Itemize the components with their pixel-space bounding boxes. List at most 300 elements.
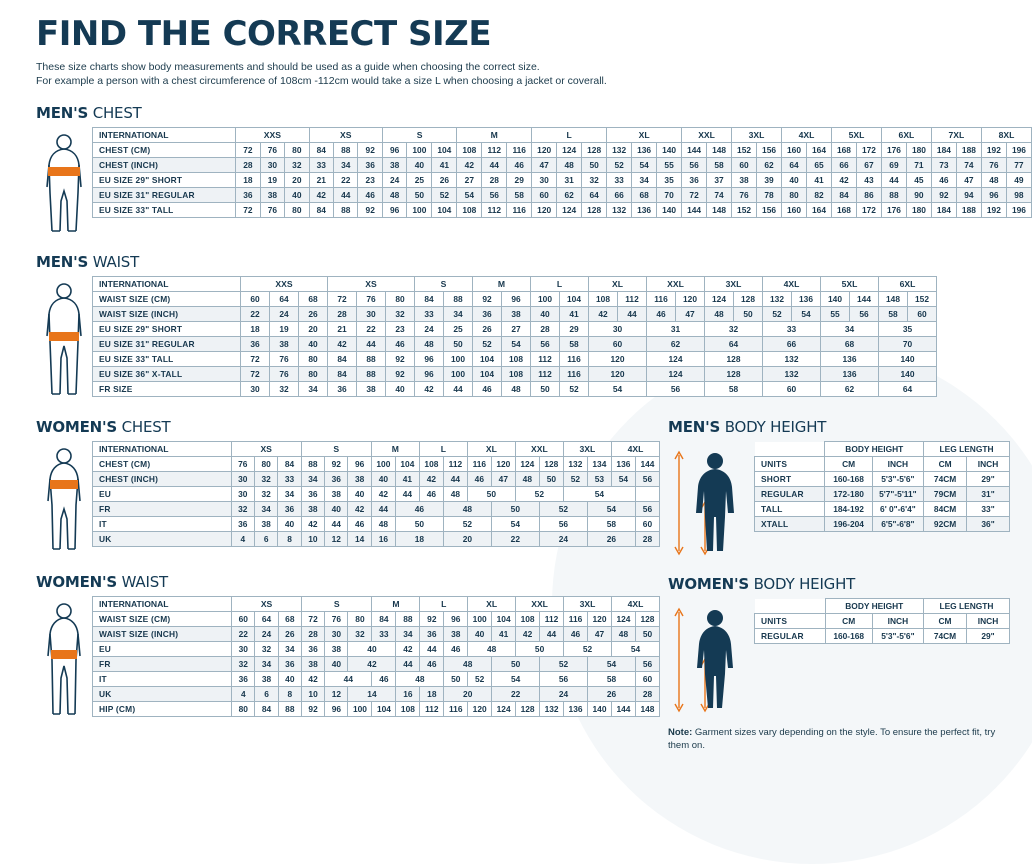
data-cell: 136 xyxy=(632,203,657,218)
data-cell: 196 xyxy=(1006,203,1031,218)
heading-bold: MEN'S xyxy=(36,253,89,271)
data-cell: 100 xyxy=(407,143,432,158)
data-cell: 92 xyxy=(386,367,415,382)
data-cell: 96 xyxy=(382,203,406,218)
heading-bold: WOMEN'S xyxy=(668,575,750,593)
data-cell: 100 xyxy=(444,367,473,382)
data-cell: 90 xyxy=(906,188,931,203)
data-cell: 50 xyxy=(491,502,539,517)
table-head xyxy=(755,442,1010,472)
data-cell: 96 xyxy=(981,188,1006,203)
data-cell: 140 xyxy=(821,292,850,307)
data-cell: 128 xyxy=(635,612,659,627)
data-cell: 96 xyxy=(415,352,444,367)
data-cell: 96 xyxy=(348,457,371,472)
data-cell: 192 xyxy=(981,203,1006,218)
group-header-cell: LEG LENGTH xyxy=(923,599,1009,614)
data-cell: 44 xyxy=(395,487,419,502)
size-header-cell: L xyxy=(420,597,468,612)
sub-header-cell: UNITS xyxy=(755,457,825,472)
data-cell: 144 xyxy=(611,702,635,717)
size-header-cell: XXS xyxy=(236,128,309,143)
data-cell: 42 xyxy=(301,517,324,532)
data-cell: 50 xyxy=(395,517,443,532)
data-cell: 26 xyxy=(587,532,635,547)
data-cell: 112 xyxy=(618,292,647,307)
data-cell: 112 xyxy=(540,612,564,627)
mens-chest-table-wrap xyxy=(92,127,1032,218)
row-label: EU xyxy=(93,487,232,502)
data-cell: 54 xyxy=(587,502,635,517)
data-cell: 136 xyxy=(564,702,588,717)
table-body xyxy=(93,612,660,717)
data-cell: 80 xyxy=(386,292,415,307)
sub-header-cell: CM xyxy=(825,614,872,629)
data-cell: 44 xyxy=(618,307,647,322)
data-cell: 30 xyxy=(241,382,270,397)
row-label: HIP (CM) xyxy=(93,702,232,717)
data-cell: 46 xyxy=(420,657,444,672)
data-cell: 31 xyxy=(557,173,582,188)
data-cell: 54 xyxy=(491,517,539,532)
data-cell: 44 xyxy=(325,517,348,532)
data-cell: 55 xyxy=(657,158,682,173)
size-header-cell: 7XL xyxy=(931,128,981,143)
data-cell: 84 xyxy=(328,352,357,367)
data-cell: 84 xyxy=(278,457,301,472)
data-cell: 52 xyxy=(563,472,587,487)
sub-header-cell: CM xyxy=(923,614,966,629)
data-cell: 36 xyxy=(301,487,324,502)
data-cell: 72 xyxy=(301,612,324,627)
table-row xyxy=(93,367,937,382)
data-cell: 152 xyxy=(732,203,757,218)
data-cell: 64 xyxy=(582,188,607,203)
data-cell: 42 xyxy=(831,173,856,188)
data-cell: 60 xyxy=(908,307,937,322)
data-cell: 36 xyxy=(358,158,382,173)
row-label: XTALL xyxy=(755,517,825,532)
heading-bold: WOMEN'S xyxy=(36,418,118,436)
row-label: SHORT xyxy=(755,472,825,487)
data-cell: 100 xyxy=(468,612,492,627)
data-cell: 104 xyxy=(432,143,457,158)
data-cell: 132 xyxy=(763,292,792,307)
data-cell: 120 xyxy=(589,352,647,367)
data-cell: 120 xyxy=(589,367,647,382)
data-cell: 92 xyxy=(301,702,324,717)
data-cell: 136 xyxy=(792,292,821,307)
data-cell: 76 xyxy=(981,158,1006,173)
data-cell: 44 xyxy=(325,672,372,687)
data-cell: 16 xyxy=(371,532,395,547)
sub-header-cell: CM xyxy=(924,457,967,472)
data-cell: 41 xyxy=(395,472,419,487)
data-cell: 108 xyxy=(457,203,482,218)
data-cell: 32 xyxy=(705,322,763,337)
data-cell: 88 xyxy=(357,367,386,382)
data-cell: 100 xyxy=(371,457,395,472)
mens-waist-table-wrap xyxy=(92,276,937,397)
data-cell: 74CM xyxy=(923,629,966,644)
size-header-cell: 3XL xyxy=(564,597,612,612)
data-cell: 100 xyxy=(531,292,560,307)
data-cell: 92 xyxy=(420,612,444,627)
data-cell: 50 xyxy=(582,158,607,173)
sub-header-cell: INCH xyxy=(967,614,1010,629)
data-cell: 38 xyxy=(357,382,386,397)
data-cell: 48 xyxy=(611,627,635,642)
data-cell: 38 xyxy=(254,517,277,532)
data-cell: 42 xyxy=(328,337,357,352)
row-label: WAIST SIZE (INCH) xyxy=(93,307,241,322)
data-cell: 92CM xyxy=(924,517,967,532)
size-header-cell: L xyxy=(531,277,589,292)
data-cell: 116 xyxy=(647,292,676,307)
data-cell: 46 xyxy=(467,472,491,487)
data-cell: 50 xyxy=(516,642,564,657)
data-cell: 52 xyxy=(560,382,589,397)
data-cell: 18 xyxy=(395,532,443,547)
mens-body-height-table-wrap xyxy=(754,441,1010,532)
data-cell: 26 xyxy=(278,627,301,642)
data-cell: 136 xyxy=(632,143,657,158)
table-row xyxy=(93,188,1032,203)
data-cell: 22 xyxy=(232,627,255,642)
data-cell: 30 xyxy=(532,173,557,188)
data-cell: 140 xyxy=(879,367,937,382)
data-cell: 12 xyxy=(325,687,348,702)
data-cell xyxy=(635,487,659,502)
table-row xyxy=(93,612,660,627)
row-label: UK xyxy=(93,687,232,702)
data-cell: 42 xyxy=(301,672,324,687)
data-cell: 47 xyxy=(491,472,515,487)
data-cell: 58 xyxy=(560,337,589,352)
row-label: EU SIZE 36" X-TALL xyxy=(93,367,241,382)
data-cell: 22 xyxy=(334,173,358,188)
data-cell: 46 xyxy=(372,672,396,687)
row-label: EU SIZE 33" TALL xyxy=(93,352,241,367)
data-cell: 41 xyxy=(807,173,832,188)
data-cell: 20 xyxy=(443,532,491,547)
data-cell: 28 xyxy=(531,322,560,337)
heading-bold: MEN'S xyxy=(668,418,721,436)
data-cell: 44 xyxy=(444,382,473,397)
sub-header-cell: INCH xyxy=(967,457,1010,472)
table-row xyxy=(93,307,937,322)
data-cell: 25 xyxy=(444,322,473,337)
data-cell: 48 xyxy=(371,517,395,532)
size-header-cell: 3XL xyxy=(705,277,763,292)
size-header-cell: M xyxy=(457,128,532,143)
data-cell: 188 xyxy=(956,203,981,218)
data-cell: 116 xyxy=(507,203,532,218)
data-cell: 33 xyxy=(278,472,301,487)
womens-chest-table xyxy=(92,441,660,547)
data-cell: 156 xyxy=(757,143,782,158)
data-cell: 52 xyxy=(607,158,632,173)
data-cell: 34 xyxy=(444,307,473,322)
size-header-cell: 6XL xyxy=(881,128,931,143)
data-cell: 72 xyxy=(236,143,260,158)
corner-cell xyxy=(755,442,825,457)
data-cell: 73 xyxy=(931,158,956,173)
data-cell: 23 xyxy=(386,322,415,337)
data-cell: 58 xyxy=(507,188,532,203)
data-cell: 58 xyxy=(588,672,636,687)
data-cell: 50 xyxy=(467,487,515,502)
data-cell: 35 xyxy=(879,322,937,337)
data-cell: 52 xyxy=(443,517,491,532)
data-cell: 82 xyxy=(807,188,832,203)
size-header-cell: 3XL xyxy=(732,128,782,143)
data-cell: 104 xyxy=(473,352,502,367)
data-cell: 120 xyxy=(468,702,492,717)
data-cell: 104 xyxy=(432,203,457,218)
data-cell: 56 xyxy=(635,472,659,487)
data-cell: 26 xyxy=(432,173,457,188)
data-cell: 34 xyxy=(334,158,358,173)
data-cell: 88 xyxy=(881,188,906,203)
data-cell: 8 xyxy=(278,532,301,547)
data-cell: 132 xyxy=(607,143,632,158)
data-cell: 62 xyxy=(757,158,782,173)
size-header-cell: M xyxy=(371,442,419,457)
data-cell: 84 xyxy=(328,367,357,382)
data-cell: 36 xyxy=(473,307,502,322)
table-header-label: INTERNATIONAL xyxy=(93,597,232,612)
womens-body-height-table-wrap xyxy=(754,598,1010,644)
data-cell: 136 xyxy=(611,457,635,472)
data-cell: 32 xyxy=(270,382,299,397)
data-cell: 72 xyxy=(241,367,270,382)
data-cell: 88 xyxy=(301,457,324,472)
data-cell: 42 xyxy=(516,627,540,642)
heading-light: WAIST xyxy=(117,573,168,591)
table-row xyxy=(93,337,937,352)
data-cell: 116 xyxy=(467,457,491,472)
size-header-cell: XS xyxy=(231,442,301,457)
data-cell: 36 xyxy=(328,382,357,397)
data-cell: 36 xyxy=(420,627,444,642)
data-cell: 176 xyxy=(881,143,906,158)
data-cell: 72 xyxy=(328,292,357,307)
row-label: IT xyxy=(93,672,232,687)
data-cell: 44 xyxy=(334,188,358,203)
data-cell: 77 xyxy=(1006,158,1031,173)
data-cell: 128 xyxy=(582,203,607,218)
data-cell: 10 xyxy=(301,687,324,702)
data-cell: 54 xyxy=(588,657,636,672)
data-cell: 128 xyxy=(539,457,563,472)
data-cell: 24 xyxy=(255,627,278,642)
data-cell: 6 xyxy=(255,687,278,702)
data-cell: 31 xyxy=(647,322,705,337)
mens-body-height-table xyxy=(754,441,1010,532)
data-cell: 40 xyxy=(531,307,560,322)
table-row xyxy=(93,657,660,672)
data-cell: 32 xyxy=(255,642,278,657)
data-cell: 72 xyxy=(236,203,260,218)
data-cell: 184-192 xyxy=(825,502,872,517)
data-cell: 120 xyxy=(676,292,705,307)
data-cell: 35 xyxy=(657,173,682,188)
data-cell: 76 xyxy=(231,457,254,472)
size-header-cell: XL xyxy=(589,277,647,292)
data-cell: 38 xyxy=(301,657,324,672)
data-cell: 33 xyxy=(309,158,333,173)
data-cell: 46 xyxy=(444,642,468,657)
data-cell: 100 xyxy=(348,702,372,717)
data-cell: 124 xyxy=(515,457,539,472)
data-cell: 128 xyxy=(516,702,540,717)
data-cell: 38 xyxy=(325,642,348,657)
data-cell: 34 xyxy=(821,322,879,337)
data-cell: 36 xyxy=(232,672,255,687)
data-cell: 112 xyxy=(482,143,507,158)
data-cell: 34 xyxy=(299,382,328,397)
data-cell: 33" xyxy=(967,502,1010,517)
data-cell: 38 xyxy=(502,307,531,322)
data-cell: 25 xyxy=(407,173,432,188)
size-header-cell: XXL xyxy=(682,128,732,143)
data-cell: 27 xyxy=(457,173,482,188)
male-body-height-figure xyxy=(668,441,754,559)
data-cell: 140 xyxy=(657,143,682,158)
data-cell: 52 xyxy=(515,487,563,502)
data-cell: 41 xyxy=(432,158,457,173)
table-body xyxy=(93,143,1032,218)
section-womens-body-height xyxy=(668,575,1010,716)
data-cell: 40 xyxy=(468,627,492,642)
male-waist-figure xyxy=(36,276,92,402)
section-heading-mens-chest xyxy=(36,104,1032,122)
data-cell: 56 xyxy=(540,672,588,687)
data-cell: 48 xyxy=(382,188,406,203)
data-cell: 88 xyxy=(334,143,358,158)
data-cell: 41 xyxy=(560,307,589,322)
data-cell: 116 xyxy=(444,702,468,717)
data-cell: 21 xyxy=(309,173,333,188)
data-cell: 66 xyxy=(831,158,856,173)
data-cell: 71 xyxy=(906,158,931,173)
data-cell: 84 xyxy=(255,702,278,717)
data-cell: 92 xyxy=(358,203,382,218)
data-cell: 27 xyxy=(502,322,531,337)
data-cell: 47 xyxy=(532,158,557,173)
data-cell: 6' 0"-6'4" xyxy=(872,502,923,517)
size-header-cell: XXS xyxy=(241,277,328,292)
data-cell: 47 xyxy=(676,307,705,322)
data-cell: 64 xyxy=(705,337,763,352)
data-cell: 24 xyxy=(415,322,444,337)
data-cell: 44 xyxy=(371,502,395,517)
data-cell: 33 xyxy=(372,627,396,642)
size-header-cell: L xyxy=(419,442,467,457)
size-header-cell: S xyxy=(301,442,371,457)
data-cell: 29" xyxy=(967,629,1010,644)
data-cell: 55 xyxy=(821,307,850,322)
data-cell: 56 xyxy=(539,517,587,532)
row-label: CHEST (INCH) xyxy=(93,158,236,173)
data-cell: 92 xyxy=(358,143,382,158)
size-header-cell: XS xyxy=(328,277,415,292)
data-cell: 44 xyxy=(482,158,507,173)
size-header-cell: L xyxy=(532,128,607,143)
data-cell: 104 xyxy=(492,612,516,627)
heading-light: BODY HEIGHT xyxy=(720,418,827,436)
section-heading-mens-waist xyxy=(36,253,1032,271)
data-cell: 96 xyxy=(325,702,348,717)
data-cell: 148 xyxy=(879,292,908,307)
data-cell: 124 xyxy=(705,292,734,307)
data-cell: 120 xyxy=(491,457,515,472)
data-cell: 74CM xyxy=(924,472,967,487)
data-cell: 30 xyxy=(357,307,386,322)
data-cell: 104 xyxy=(560,292,589,307)
data-cell: 94 xyxy=(956,188,981,203)
data-cell: 92 xyxy=(325,457,348,472)
size-header-cell: 5XL xyxy=(821,277,879,292)
data-cell: 69 xyxy=(881,158,906,173)
female-body-height-figure xyxy=(668,598,754,716)
data-cell: 44 xyxy=(396,657,420,672)
data-cell: 42 xyxy=(457,158,482,173)
data-cell: 14 xyxy=(348,687,396,702)
data-cell: 48 xyxy=(444,657,492,672)
data-cell: 52 xyxy=(763,307,792,322)
table-row xyxy=(93,352,937,367)
data-cell: 36 xyxy=(682,173,707,188)
table-head xyxy=(755,599,1010,629)
data-cell: 79CM xyxy=(924,487,967,502)
table-head xyxy=(93,128,1032,143)
data-cell: 56 xyxy=(850,307,879,322)
row-label: EU SIZE 29" SHORT xyxy=(93,322,241,337)
table-body xyxy=(93,457,660,547)
table-row xyxy=(93,143,1032,158)
data-cell: 76 xyxy=(260,143,284,158)
data-cell: 30 xyxy=(589,322,647,337)
data-cell: 54 xyxy=(502,337,531,352)
data-cell: 144 xyxy=(635,457,659,472)
data-cell: 42 xyxy=(419,472,443,487)
data-cell: 29 xyxy=(507,173,532,188)
data-cell: 62 xyxy=(647,337,705,352)
size-header-cell: XXL xyxy=(516,597,564,612)
heading-light: BODY HEIGHT xyxy=(749,575,856,593)
data-cell: 6 xyxy=(254,532,277,547)
table-row xyxy=(93,642,660,657)
data-cell: 50 xyxy=(444,337,473,352)
data-cell: 24 xyxy=(270,307,299,322)
data-cell: 20 xyxy=(444,687,492,702)
data-cell: 54 xyxy=(492,672,540,687)
data-cell: 37 xyxy=(707,173,732,188)
page-title: FIND THE CORRECT SIZE xyxy=(36,14,492,54)
fit-note xyxy=(668,726,998,752)
data-cell: 48 xyxy=(468,642,516,657)
table-row xyxy=(93,687,660,702)
data-cell: 46 xyxy=(473,382,502,397)
data-cell: 96 xyxy=(382,143,406,158)
row-label: FR SIZE xyxy=(93,382,241,397)
data-cell: 152 xyxy=(732,143,757,158)
data-cell: 42 xyxy=(396,642,420,657)
data-cell: 32 xyxy=(348,627,372,642)
data-cell: 52 xyxy=(473,337,502,352)
